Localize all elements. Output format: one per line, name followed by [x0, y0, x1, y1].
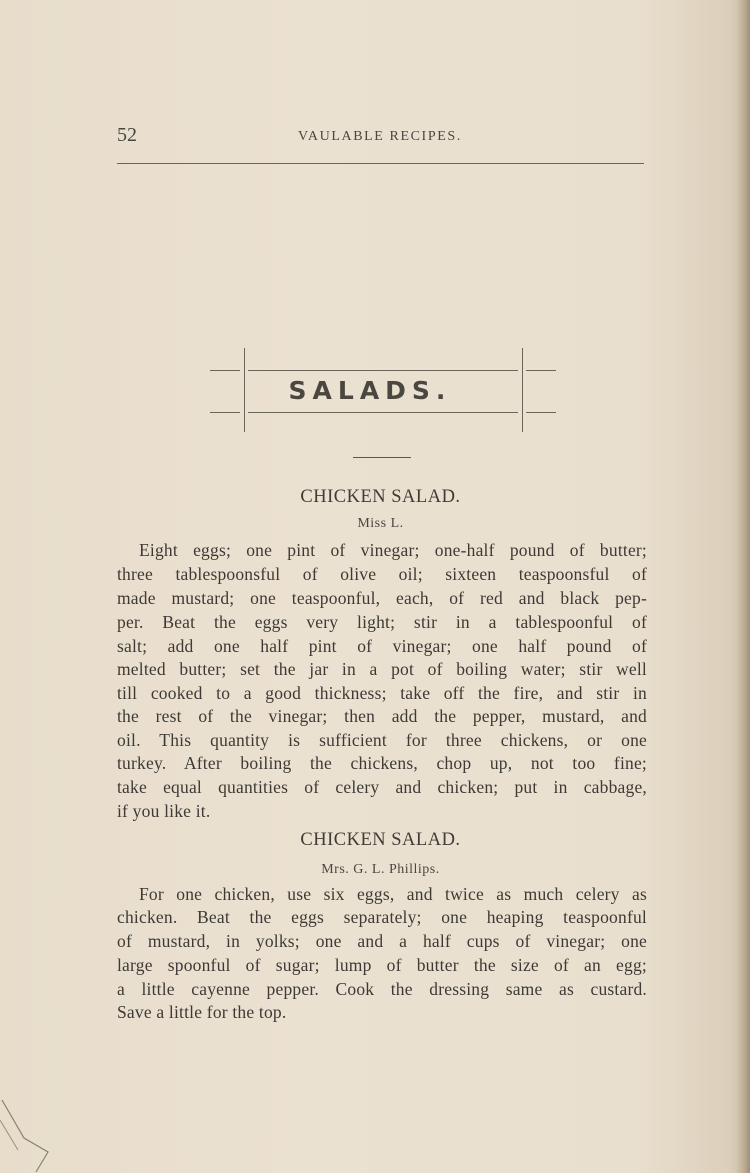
recipe-title: CHICKEN SALAD. [300, 830, 461, 850]
recipe-text-line: oil. This quantity is sufficient for three chickens, or one [117, 730, 647, 750]
header-rule [117, 163, 644, 164]
section-title: SALADS. [288, 376, 452, 405]
frame-rule-bottom-right [526, 412, 556, 413]
section-title-frame [210, 348, 530, 434]
frame-rule-top-center [248, 370, 518, 371]
recipe-text-line: large spoonful of sugar; lump of butter the size of an egg; [117, 955, 647, 975]
page-number: 52 [117, 124, 137, 146]
frame-rule-bottom-left [210, 412, 240, 413]
corner-fold-mark [0, 1090, 60, 1173]
recipe-text-line: three tablespoonsful of olive oil; sixteen teaspoonsful of [117, 564, 647, 584]
recipe-text-line: if you like it. [117, 801, 211, 821]
recipe-text-line: turkey. After boiling the chickens, chop up, not too fine; [117, 753, 647, 773]
recipe-text-line: take equal quantities of celery and chicken; put in cabbage, [117, 777, 647, 797]
recipe-author: Miss L. [357, 516, 404, 531]
recipe-text-line: Eight eggs; one pint of vinegar; one-half pound of butter; [139, 540, 647, 560]
recipe-text-line: Save a little for the top. [117, 1002, 287, 1022]
page-edge-shadow [736, 0, 750, 1173]
recipe-title: CHICKEN SALAD. [300, 487, 461, 507]
recipe-text-line: salt; add one half pint of vinegar; one half pound of [117, 636, 647, 656]
recipe-text-line: a little cayenne pepper. Cook the dressing same as custard. [117, 979, 647, 999]
recipe-text-line: For one chicken, use six eggs, and twice as much celery as [139, 884, 647, 904]
recipe-text-line: till cooked to a good thickness; take off the fire, and stir in [117, 683, 647, 703]
frame-rule-top-right [526, 370, 556, 371]
recipe-text-line: of mustard, in yolks; one and a half cups of vinegar; one [117, 931, 647, 951]
frame-left-bar [244, 348, 245, 432]
recipe-author: Mrs. G. L. Phillips. [321, 862, 440, 877]
frame-rule-top-left [210, 370, 240, 371]
recipe-text-line: melted butter; set the jar in a pot of boiling water; stir well [117, 659, 647, 679]
running-head: VAULABLE RECIPES. [298, 129, 462, 144]
section-divider [353, 457, 411, 458]
frame-right-bar [522, 348, 523, 432]
recipe-text-line: per. Beat the eggs very light; stir in a tablespoonful of [117, 612, 647, 632]
recipe-text-line: the rest of the vinegar; then add the pepper, mustard, and [117, 706, 647, 726]
recipe-text-line: made mustard; one teaspoonful, each, of red and black pep- [117, 588, 647, 608]
recipe-text-line: chicken. Beat the eggs separately; one heaping teaspoonful [117, 907, 647, 927]
frame-rule-bottom-center [248, 412, 518, 413]
running-header [117, 124, 644, 148]
